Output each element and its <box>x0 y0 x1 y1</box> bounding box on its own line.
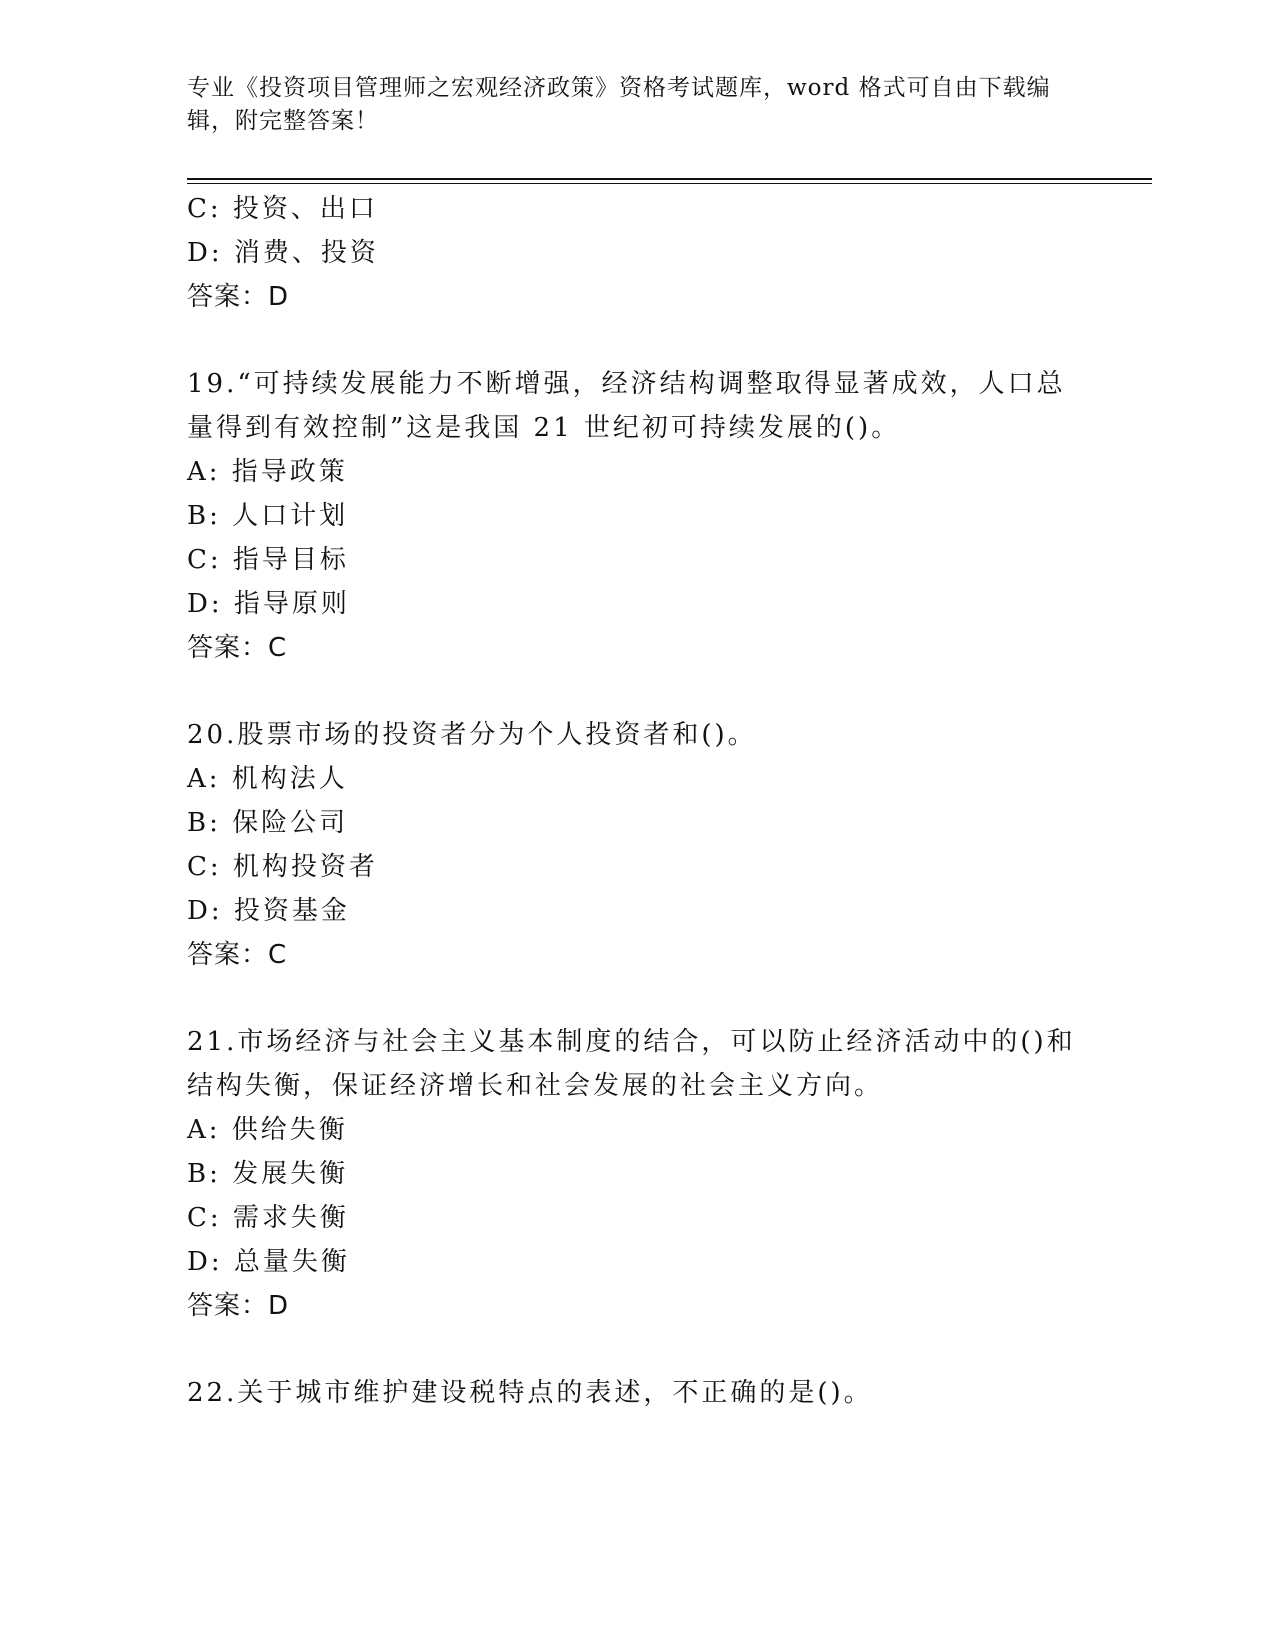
question-19-option-b: B: 人口计划 <box>187 501 349 531</box>
question-21-option-a: A: 供给失衡 <box>187 1115 348 1145</box>
question-21-option-c: C: 需求失衡 <box>187 1203 349 1233</box>
question-19-stem-line-2: 量得到有效控制”这是我国 21 世纪初可持续发展的()。 <box>187 413 901 443</box>
header-line-1: 专业《投资项目管理师之宏观经济政策》资格考试题库，word 格式可自由下载编 <box>187 75 1051 101</box>
question-21-option-b: B: 发展失衡 <box>187 1159 349 1189</box>
header-rule-thin <box>187 183 1152 184</box>
option-c: C: 投资、出口 <box>187 194 378 224</box>
page-header <box>187 72 1067 138</box>
header-rule-thick <box>187 178 1152 180</box>
question-20-option-c: C: 机构投资者 <box>187 852 378 882</box>
question-19-answer: 答案：C <box>187 633 288 663</box>
question-21-stem-line-2: 结构失衡，保证经济增长和社会发展的社会主义方向。 <box>187 1071 884 1101</box>
option-d: D: 消费、投资 <box>187 238 379 268</box>
question-22-stem-line-1: 22.关于城市维护建设税特点的表述，不正确的是()。 <box>187 1378 873 1408</box>
question-21-option-d: D: 总量失衡 <box>187 1247 350 1277</box>
question-20-option-d: D: 投资基金 <box>187 896 350 926</box>
answer: 答案：D <box>187 282 290 312</box>
question-21-answer: 答案：D <box>187 1291 290 1321</box>
question-19-stem-line-1: 19.“可持续发展能力不断增强，经济结构调整取得显著成效，人口总 <box>187 369 1066 399</box>
question-20-option-a: A: 机构法人 <box>187 764 348 794</box>
question-21-stem-line-1: 21.市场经济与社会主义基本制度的结合，可以防止经济活动中的()和 <box>187 1027 1076 1057</box>
question-20-option-b: B: 保险公司 <box>187 808 349 838</box>
question-19-option-a: A: 指导政策 <box>187 457 348 487</box>
header-line-2: 辑，附完整答案！ <box>187 108 379 134</box>
question-20-answer: 答案：C <box>187 940 288 970</box>
question-19-option-c: C: 指导目标 <box>187 545 349 575</box>
question-20-stem-line-1: 20.股票市场的投资者分为个人投资者和()。 <box>187 720 757 750</box>
question-19-option-d: D: 指导原则 <box>187 589 350 619</box>
